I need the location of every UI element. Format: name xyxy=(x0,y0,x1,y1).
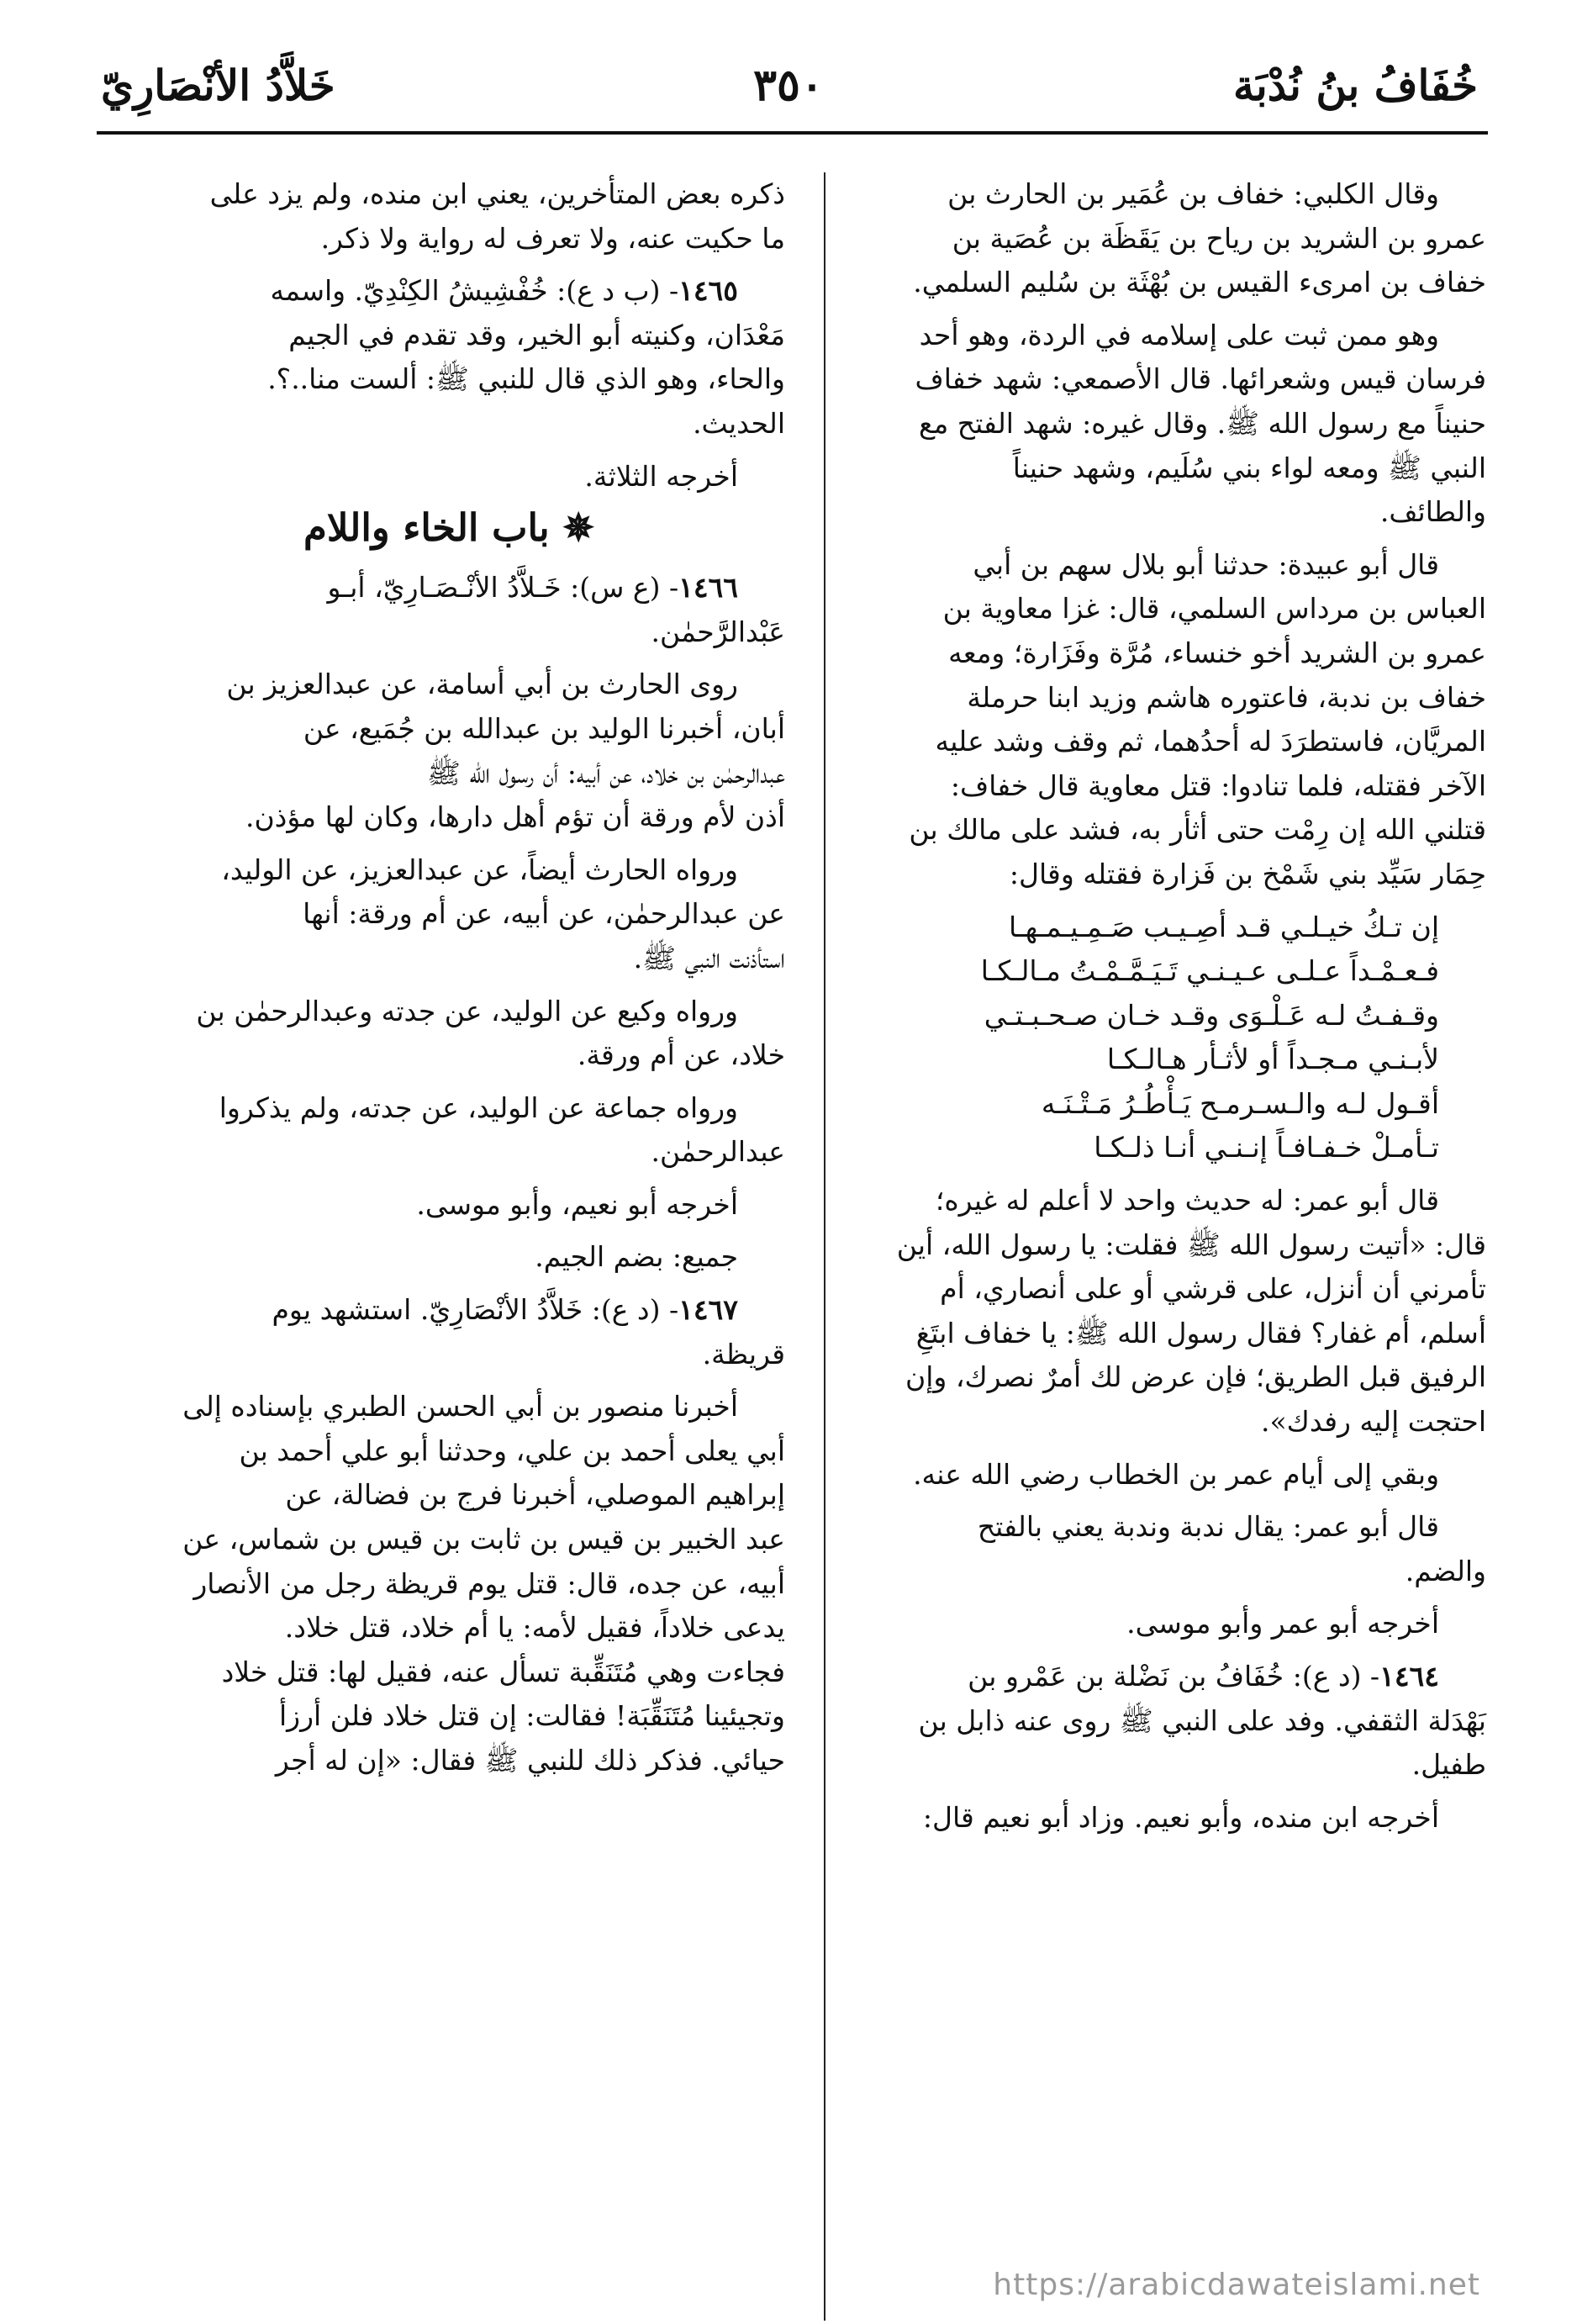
text-line: بَهْدَلة الثقفي. وفد على النبي ﷺ روى عنه ذابل بن xyxy=(918,1703,1486,1737)
paragraph xyxy=(814,1453,1486,1497)
paragraph-gap xyxy=(113,840,785,848)
text-line: المريَّان، فاستطرَدَ له أحدُهما، ثم وقف وشد عليه xyxy=(935,725,1486,758)
paragraph-gap xyxy=(814,1593,1486,1602)
paragraph-gap xyxy=(113,981,785,990)
text-line: وبقي إلى أيام عمر بن الخطاب رضي الله عنه. xyxy=(913,1457,1439,1491)
paragraph-gap xyxy=(113,654,785,663)
text-line: مَعْدَان، وكنيته أبو الخير، وقد تقدم في الجيم xyxy=(288,318,785,351)
paragraph xyxy=(113,663,785,839)
paragraph-gap xyxy=(113,1227,785,1235)
text-line: وقـفـتُ لـه عَـلْـوَى وقـد خـان صـحـبـتـي xyxy=(984,998,1439,1032)
text-line: أخرجه ابن منده، وأبو نعيم. وزاد أبو نعيم قال: xyxy=(922,1800,1439,1834)
entry-number: ١٤٦٤ xyxy=(1379,1660,1439,1693)
paragraph-gap xyxy=(113,1280,785,1288)
text-line: إبراهيم الموصلي، أخبرنا فرج بن فضالة، عن xyxy=(285,1478,785,1512)
paragraph-gap xyxy=(113,1175,785,1183)
paragraph xyxy=(113,1235,785,1280)
text-line: تأمرني أن أنزل، على قرشي أو على أنصاري، أم xyxy=(940,1272,1486,1306)
paragraph-gap xyxy=(113,1078,785,1086)
text-line: قتلني الله إن رِمْت حتى أثأر به، فشد على مالك بن xyxy=(909,813,1486,847)
paragraph xyxy=(814,543,1486,897)
text-line: إن تـكُ خيـلـي قـد أصِـيـب صَـمِـيـمـهـا xyxy=(1008,910,1439,943)
right-column xyxy=(814,172,1486,1840)
text-line: والضم. xyxy=(1405,1554,1486,1587)
text-line: أسلم، أم غفار؟ فقال رسول الله ﷺ: يا خفاف ابتَغِ xyxy=(915,1316,1486,1350)
entry-heading-text: - (د ع): خَلاَّدُ الأنْصَارِيّ. استشهد يوم xyxy=(272,1293,679,1327)
text-line xyxy=(814,1655,1486,1699)
biography-entry xyxy=(113,1288,785,1376)
paragraph-gap xyxy=(814,535,1486,543)
biography-entry xyxy=(113,566,785,654)
left-column xyxy=(113,172,785,1783)
text-line: العباس بن مرداس السلمي، قال: غزا معاوية بن xyxy=(942,592,1486,626)
header-rule xyxy=(97,131,1488,135)
paragraph xyxy=(113,990,785,1078)
text-line: عَبْدالرَّحمٰن. xyxy=(651,615,785,648)
paragraph-gap xyxy=(113,446,785,455)
chapter-heading xyxy=(113,499,785,557)
text-line: أقـول لـه والـسـرمـح يَـأْطُـرُ مَـتْـنَـه xyxy=(1041,1086,1439,1120)
entry-heading-text: - (د ع): خُفَافُ بن نَضْلة بن عَمْرو بن xyxy=(968,1660,1380,1693)
text-line: عبدالرحمٰن. xyxy=(651,1135,785,1169)
text-line: جميع: بضم الجيم. xyxy=(535,1240,738,1274)
paragraph xyxy=(113,1385,785,1783)
paragraph-gap xyxy=(814,897,1486,906)
paragraph xyxy=(814,1602,1486,1646)
text-line: الرفيق قبل الطريق؛ فإن عرض لك أمرٌ نصرك، وإن xyxy=(905,1360,1486,1394)
text-line: وقال الكلبي: خفاف بن عُمَير بن الحارث بن xyxy=(947,177,1439,210)
page-number: ٣٥٠ xyxy=(753,60,824,111)
text-line: ورواه الحارث أيضاً، عن عبدالعزيز، عن الوليد، xyxy=(221,853,738,886)
biography-entry xyxy=(814,1655,1486,1788)
paragraph-gap xyxy=(814,1646,1486,1655)
text-line: تـأمـلْ خـفـافـاً إنـنـي أنـا ذلـكـا xyxy=(1094,1131,1439,1165)
text-line: ✵ باب الخاء واللام xyxy=(303,505,595,551)
text-line: فـعـمْـداً عـلـى عـيـنـي تَـيَـمَّـمْـتُ مـالـكـا xyxy=(980,954,1439,988)
text-line: فرسان قيس وشعرائها. قال الأصمعي: شهد خفاف xyxy=(915,362,1486,396)
text-line xyxy=(113,566,785,610)
text-line: حنيناً مع رسول الله ﷺ. وقال غيره: شهد الفتح مع xyxy=(919,406,1486,440)
text-line: ورواه جماعة عن الوليد، عن جدته، ولم يذكروا xyxy=(219,1091,738,1124)
text-line: عمرو بن الشريد أخو خنساء، مُرَّة وفَزَارة؛ ومعه xyxy=(948,636,1486,669)
text-line: ورواه وكيع عن الوليد، عن جدته وعبدالرحمٰن بن xyxy=(196,994,738,1027)
poem-verses xyxy=(814,906,1486,1171)
text-line xyxy=(113,1288,785,1333)
text-line: والحاء، وهو الذي قال للنبي ﷺ: ألست منا..؟. xyxy=(267,362,785,396)
text-line: خفاف بن ندبة، فاعتوره هاشم وزيد ابنا حرملة xyxy=(967,680,1486,714)
text-line: لأبـنـي مـجـداً أو لأثـأر هـالـكـا xyxy=(1106,1043,1439,1076)
entry-number: ١٤٦٦ xyxy=(678,571,738,605)
paragraph xyxy=(814,1796,1486,1841)
text-line: حيائي. فذكر ذلك للنبي ﷺ فقال: «إن له أجر xyxy=(275,1744,785,1777)
text-line: أبان، أخبرنا الوليد بن عبدالله بن جُمَيع، عن xyxy=(303,711,785,745)
text-line: طفيل. xyxy=(1411,1748,1486,1782)
text-line: أخرجه أبو عمر وأبو موسى. xyxy=(1126,1607,1439,1640)
paragraph-gap xyxy=(814,305,1486,314)
text-line: قال أبو عمر: له حديث واحد لا أعلم له غيره؛ xyxy=(935,1184,1439,1217)
entry-number: ١٤٦٧ xyxy=(678,1293,738,1327)
text-line: عبدالرحمٰن بن خلاد، عن أبيه: أن رسول الله ﷺ xyxy=(426,756,785,790)
text-line: وهو ممن ثبت على إسلامه في الردة، وهو أحد xyxy=(919,318,1439,351)
text-line: عمرو بن الشريد بن رياح بن يَقَظَة بن عُصَية بن xyxy=(952,221,1486,255)
entry-heading-text: - (ب د ع): خُفْشِيشُ الكِنْدِيّ. واسمه xyxy=(270,274,679,308)
text-line: قريظة. xyxy=(702,1337,785,1371)
text-line: خفاف بن امرىء القيس بن بُهْثَة بن سُليم السلمي. xyxy=(913,266,1486,299)
text-line: روى الحارث بن أبي أسامة، عن عبدالعزيز بن xyxy=(226,668,738,701)
biography-entry xyxy=(113,269,785,446)
text-line: عبد الخبير بن قيس بن ثابت بن قيس بن شماس، عن xyxy=(182,1523,785,1556)
paragraph-gap xyxy=(814,1170,1486,1179)
paragraph xyxy=(814,172,1486,305)
text-line: الحديث. xyxy=(693,406,785,440)
text-line: قال أبو عبيدة: حدثنا أبو بلال سهم بن أبي xyxy=(973,547,1439,581)
text-line: أخبرنا منصور بن أبي الحسن الطبري بإسناده إلى xyxy=(182,1390,738,1423)
entry-number: ١٤٦٥ xyxy=(678,274,738,308)
text-line: الآخر فقتله، فلما تنادوا: قتل معاوية قال خفاف: xyxy=(950,769,1486,802)
text-line: والطائف. xyxy=(1379,495,1486,529)
text-line: حِمَار سَيِّد بني شَمْخ بن فَزارة فقتله وقال: xyxy=(1009,857,1486,890)
text-line: يدعى خلاداً، فقيل لأمه: يا أم خلاد، قتل خلاد. xyxy=(284,1611,785,1645)
text-line: ذكره بعض المتأخرين، يعني ابن منده، ولم يزد على xyxy=(209,177,785,210)
text-line: عن عبدالرحمٰن، عن أبيه، عن أم ورقة: أنها xyxy=(303,897,785,931)
paragraph-gap xyxy=(814,1497,1486,1505)
text-line xyxy=(113,269,785,314)
paragraph xyxy=(113,1183,785,1228)
running-title-right: خُفَافُ بنُ نُدْبَة xyxy=(1233,61,1478,110)
text-line: قال أبو عمر: يقال ندبة وندبة يعني بالفتح xyxy=(977,1510,1439,1544)
paragraph-gap xyxy=(113,1376,785,1385)
paragraph-gap xyxy=(814,1445,1486,1453)
text-line: وتجيئينا مُتَنَقِّبَة! فقالت: إن قتل خلاد فلن أرزأ xyxy=(279,1699,785,1733)
text-line: خلاد، عن أم ورقة. xyxy=(577,1038,785,1072)
watermark: https://arabicdawateislami.net xyxy=(993,2268,1480,2302)
paragraph-gap xyxy=(814,1788,1486,1796)
text-line: أبيه، عن جده، قال: قتل يوم قريظة رجل من الأنصار xyxy=(193,1566,785,1600)
paragraph xyxy=(814,1505,1486,1593)
text-line: أخرجه الثلاثة. xyxy=(584,459,738,493)
text-line: فجاءت وهي مُتَنَقِّبة تسأل عنه، فقيل لها: قتل خلاد xyxy=(221,1655,785,1688)
text-line: ما حكيت عنه، ولا تعرف له رواية ولا ذكر. xyxy=(320,221,785,255)
paragraph xyxy=(814,1179,1486,1445)
paragraph xyxy=(814,314,1486,535)
paragraph-gap xyxy=(113,557,785,566)
paragraph xyxy=(113,172,785,261)
text-line: أذن لأم ورقة أن تؤم أهل دارها، وكان لها مؤذن. xyxy=(245,800,785,834)
paragraph xyxy=(113,455,785,499)
text-line: احتجت إليه رفدك». xyxy=(1261,1405,1486,1439)
text-line: استأذنت النبي ﷺ. xyxy=(633,941,785,974)
text-line: أبي يعلى أحمد بن علي، وحدثنا أبو علي أحمد بن xyxy=(239,1434,785,1467)
running-title-left: خَلاَّدُ الأنْصَارِيّ xyxy=(101,61,335,110)
entry-heading-text: - (ع س): خَـلاَّدُ الأنْـصَـارِيّ، أبـو xyxy=(327,571,679,605)
paragraph-gap xyxy=(113,261,785,269)
paragraph xyxy=(113,848,785,981)
text-line: أخرجه أبو نعيم، وأبو موسى. xyxy=(416,1187,738,1221)
text-line: النبي ﷺ ومعه لواء بني سُلَيم، وشهد حنيناً xyxy=(1012,451,1486,484)
text-line: قال: «أتيت رسول الله ﷺ فقلت: يا رسول الله، أين xyxy=(896,1228,1486,1261)
paragraph xyxy=(113,1086,785,1175)
